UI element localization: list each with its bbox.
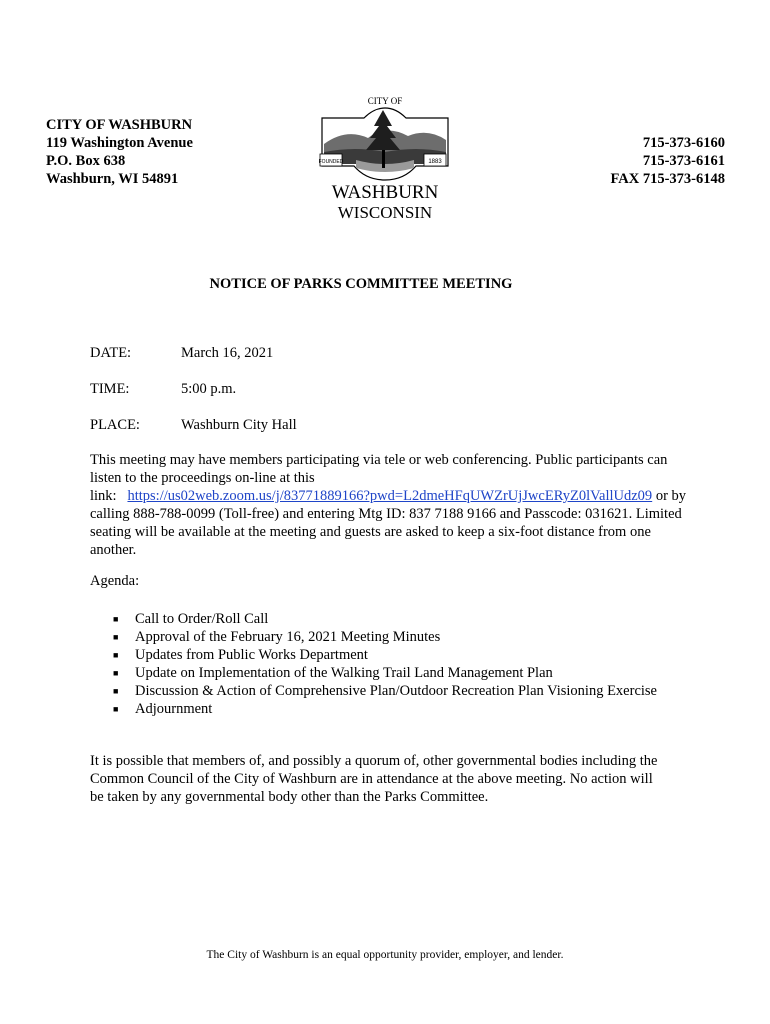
date-value: March 16, 2021 bbox=[181, 345, 274, 361]
date-label: DATE: bbox=[90, 345, 132, 361]
footer-statement: The City of Washburn is an equal opportunity provider, employer, and lender. bbox=[206, 949, 564, 961]
agenda-item-text: Updates from Public Works Department bbox=[135, 647, 368, 663]
closing-line: be taken by any governmental body other than the Parks Committee. bbox=[90, 789, 489, 805]
conferencing-line: seating will be available at the meeting and guests are asked to keep a six-foot distance from one bbox=[90, 524, 651, 540]
list-item bbox=[113, 664, 657, 682]
agenda-item-text: Approval of the February 16, 2021 Meeting Minutes bbox=[135, 629, 441, 645]
phone-2: 715-373-6161 bbox=[642, 153, 725, 169]
place-label: PLACE: bbox=[90, 417, 140, 433]
closing-line: It is possible that members of, and possibly a quorum of, other governmental bodies including the bbox=[90, 753, 658, 769]
agenda-label: Agenda: bbox=[90, 573, 140, 589]
list-item bbox=[113, 646, 657, 664]
agenda-item-text: Discussion & Action of Comprehensive Plan/Outdoor Recreation Plan Visioning Exercise bbox=[135, 683, 657, 699]
street-address: 119 Washington Avenue bbox=[46, 135, 193, 151]
agenda-item-text: Update on Implementation of the Walking Trail Land Management Plan bbox=[135, 665, 553, 681]
agenda-list bbox=[113, 610, 657, 718]
link-label: link: bbox=[90, 488, 117, 504]
list-item bbox=[113, 682, 657, 700]
logo-top-text: CITY OF bbox=[367, 96, 403, 106]
time-value: 5:00 p.m. bbox=[181, 381, 237, 397]
list-item bbox=[113, 610, 657, 628]
list-item bbox=[113, 700, 657, 718]
date-row bbox=[90, 345, 273, 362]
bullet-icon: ■ bbox=[113, 704, 119, 714]
link-trailing-text: or by bbox=[652, 488, 687, 504]
po-box: P.O. Box 638 bbox=[46, 153, 126, 169]
conferencing-paragraph bbox=[90, 451, 722, 559]
org-name: CITY OF WASHBURN bbox=[46, 117, 193, 133]
address-block bbox=[46, 116, 193, 188]
fax-number: FAX 715-373-6148 bbox=[610, 171, 725, 187]
time-row bbox=[90, 381, 236, 398]
place-value: Washburn City Hall bbox=[181, 417, 297, 433]
page-title: NOTICE OF PARKS COMMITTEE MEETING bbox=[209, 276, 513, 292]
place-row bbox=[90, 417, 297, 434]
contact-block bbox=[610, 134, 725, 188]
list-item bbox=[113, 628, 657, 646]
city-seal-logo bbox=[316, 94, 454, 222]
closing-line: Common Council of the City of Washburn are in attendance at the above meeting. No action will bbox=[90, 771, 653, 787]
agenda-item-text: Call to Order/Roll Call bbox=[135, 611, 269, 627]
conferencing-link-line bbox=[90, 487, 722, 505]
logo-founded-right: 1883 bbox=[428, 159, 442, 165]
phone-1: 715-373-6160 bbox=[642, 135, 725, 151]
conferencing-line: another. bbox=[90, 542, 137, 558]
bullet-icon: ■ bbox=[113, 668, 119, 678]
closing-paragraph bbox=[90, 752, 722, 806]
logo-city-name: WASHBURN bbox=[331, 182, 439, 203]
time-label: TIME: bbox=[90, 381, 130, 397]
conferencing-line: This meeting may have members participating via tele or web conferencing. Public participants can bbox=[90, 452, 668, 468]
logo-state-name: WISCONSIN bbox=[337, 203, 433, 222]
bullet-icon: ■ bbox=[113, 686, 119, 696]
bullet-icon: ■ bbox=[113, 614, 119, 624]
zoom-meeting-link[interactable]: https://us02web.zoom.us/j/83771889166?pwd=L2dmeHFqUWZrUjJwcERyZ0lVallUdz09 bbox=[127, 488, 653, 504]
bullet-icon: ■ bbox=[113, 632, 119, 642]
bullet-icon: ■ bbox=[113, 650, 119, 660]
logo-founded-left: FOUNDED bbox=[318, 159, 344, 165]
conferencing-line: listen to the proceedings on-line at this bbox=[90, 470, 315, 486]
agenda-item-text: Adjournment bbox=[135, 701, 213, 717]
conferencing-line: calling 888-788-0099 (Toll-free) and entering Mtg ID: 837 7188 9166 and Passcode: 031621. Limited bbox=[90, 506, 682, 522]
city-state-zip: Washburn, WI 54891 bbox=[46, 171, 179, 187]
